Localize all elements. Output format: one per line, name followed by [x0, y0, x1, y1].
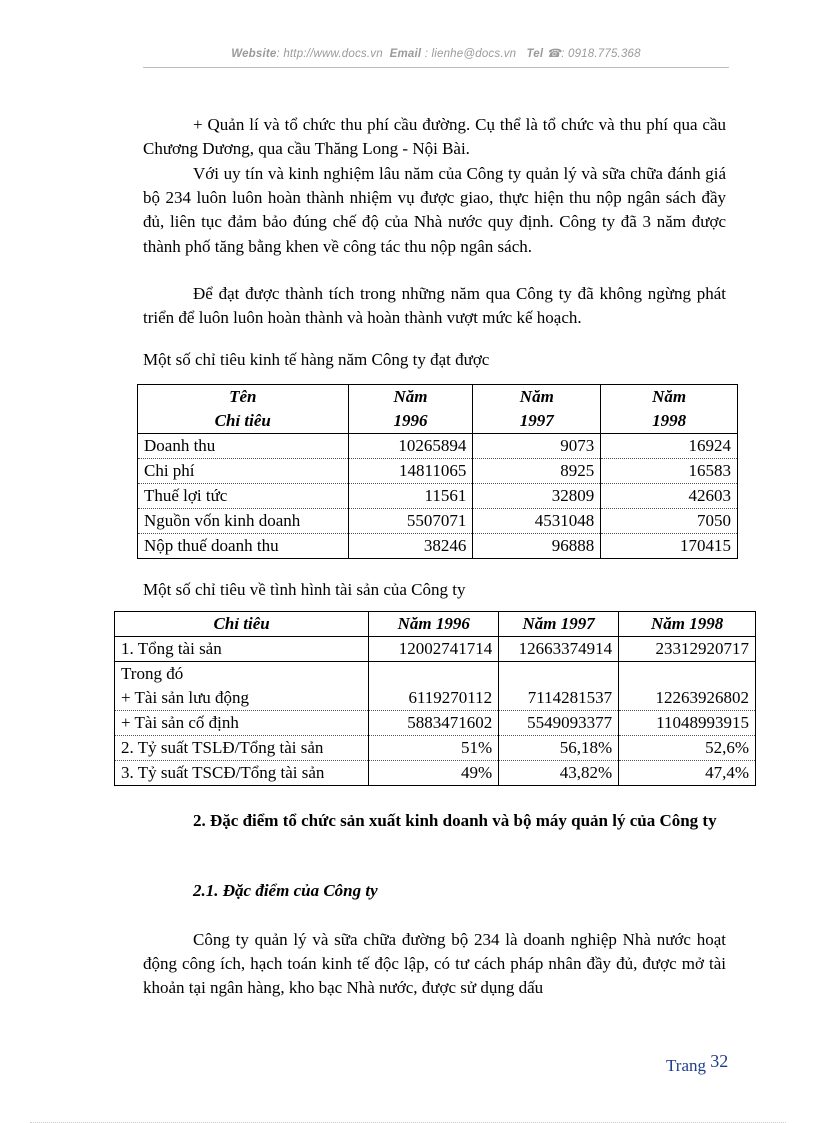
table-row — [138, 459, 738, 484]
assets-table — [114, 611, 756, 786]
table1-header-row — [138, 385, 738, 434]
table-row — [138, 509, 738, 534]
cell-1996: 12002741714 — [369, 637, 499, 662]
row-label: Nguồn vốn kinh doanh — [138, 509, 349, 534]
website-label: Website — [231, 48, 277, 60]
table2-header-cell: Năm 1997 — [499, 612, 619, 637]
cell-1996: 6119270112 — [369, 686, 499, 711]
cell-1996: 5883471602 — [369, 711, 499, 736]
email-label: Email — [389, 48, 422, 60]
table2-header-cell: Năm 1996 — [369, 612, 499, 637]
table-row — [138, 484, 738, 509]
tel-label: Tel — [526, 48, 544, 60]
row-label: Doanh thu — [138, 434, 349, 459]
cell-1997: 32809 — [473, 484, 601, 509]
page-number — [666, 1051, 729, 1076]
row-label: Trong đó — [115, 662, 369, 687]
table1-header-cell: Năm 1996 — [348, 385, 473, 434]
table2-header-row — [115, 612, 756, 637]
cell-1997: 5549093377 — [499, 711, 619, 736]
table-row — [115, 761, 756, 786]
cell-1998 — [619, 662, 756, 687]
table2-header-cell: Năm 1998 — [619, 612, 756, 637]
email-value: : lienhe@docs.vn — [424, 48, 517, 60]
table1-header-cell: Năm 1998 — [601, 385, 738, 434]
cell-1998: 7050 — [601, 509, 738, 534]
cell-1998: 42603 — [601, 484, 738, 509]
phone-icon: ☎ — [546, 48, 562, 60]
section-paragraph: Công ty quản lý và sữa chữa đường bộ 234 là doanh nghiệp Nhà nước hoạt động công ích, hạch toán kinh tế độc lập, có tư cách pháp nhân đầy đủ, được mở tài khoản tại ngân hàng, kho bạc Nhà nước, được sử dụng dấu — [143, 930, 726, 998]
page-number-value: 32 — [710, 1051, 729, 1071]
cell-1996: 49% — [369, 761, 499, 786]
cell-1998: 23312920717 — [619, 637, 756, 662]
cell-1996: 38246 — [348, 534, 473, 559]
cell-1997 — [499, 662, 619, 687]
cell-1997: 96888 — [473, 534, 601, 559]
paragraph-3: Để đạt được thành tích trong những năm qua Công ty đã không ngừng phát triển để luôn luôn hoàn thành và hoàn thành vượt mức kế hoạch. — [143, 284, 726, 328]
table-row — [138, 434, 738, 459]
row-label: Nộp thuế doanh thu — [138, 534, 349, 559]
table-row — [115, 736, 756, 761]
cell-1998: 16583 — [601, 459, 738, 484]
table2-header-cell: Chỉ tiêu — [115, 612, 369, 637]
cell-1997: 56,18% — [499, 736, 619, 761]
cell-1996: 5507071 — [348, 509, 473, 534]
table-row — [115, 686, 756, 711]
cell-1998: 12263926802 — [619, 686, 756, 711]
table1-header-cell: Năm 1997 — [473, 385, 601, 434]
table1-header-cell: Tên Chỉ tiêu — [138, 385, 349, 434]
row-label: 2. Tỷ suất TSLĐ/Tổng tài sản — [115, 736, 369, 761]
row-label: + Tài sản lưu động — [115, 686, 369, 711]
cell-1996: 51% — [369, 736, 499, 761]
row-label: 3. Tỷ suất TSCĐ/Tổng tài sản — [115, 761, 369, 786]
paragraph-1: + Quản lí và tổ chức thu phí cầu đường. Cụ thể là tổ chức và thu phí qua cầu Chương Dương, qua cầu Thăng Long - Nội Bài. — [143, 115, 726, 159]
cell-1997: 4531048 — [473, 509, 601, 534]
page-header — [143, 46, 729, 60]
header-rule — [143, 67, 729, 68]
cell-1998: 16924 — [601, 434, 738, 459]
row-label: 1. Tổng tài sản — [115, 637, 369, 662]
table1-caption: Một số chỉ tiêu kinh tế hàng năm Công ty đạt được — [143, 350, 490, 369]
table-row — [115, 662, 756, 687]
section-heading: 2. Đặc điểm tổ chức sản xuất kinh doanh và bộ máy quản lý của Công ty — [193, 811, 717, 830]
cell-1998: 11048993915 — [619, 711, 756, 736]
page-label: Trang — [666, 1056, 706, 1075]
row-label: Thuế lợi tức — [138, 484, 349, 509]
subsection-heading: 2.1. Đặc điểm của Công ty — [193, 881, 378, 900]
table-row — [115, 711, 756, 736]
paragraph-2: Với uy tín và kinh nghiệm lâu năm của Công ty quản lý và sữa chữa đánh giá bộ 234 luôn luôn hoàn thành nhiệm vụ được giao, thực hiện thu nộp ngân sách đầy đủ, liên tục đảm bảo đúng chế độ của Nhà nước quy định. Công ty đã 3 năm được thành phố tăng bằng khen về công tác thu nộp ngân sách. — [143, 164, 726, 256]
row-label: Chi phí — [138, 459, 349, 484]
cell-1996: 11561 — [348, 484, 473, 509]
cell-1998: 47,4% — [619, 761, 756, 786]
economic-indicators-table — [137, 384, 738, 559]
website-value: : http://www.docs.vn — [276, 48, 383, 60]
tel-value: : 0918.775.368 — [561, 48, 641, 60]
cell-1997: 8925 — [473, 459, 601, 484]
table-row — [115, 637, 756, 662]
cell-1996 — [369, 662, 499, 687]
cell-1996: 14811065 — [348, 459, 473, 484]
row-label: + Tài sản cố định — [115, 711, 369, 736]
cell-1998: 52,6% — [619, 736, 756, 761]
cell-1998: 170415 — [601, 534, 738, 559]
cell-1996: 10265894 — [348, 434, 473, 459]
table2-caption: Một số chỉ tiêu về tình hình tài sản của Công ty — [143, 580, 466, 599]
cell-1997: 43,82% — [499, 761, 619, 786]
cell-1997: 7114281537 — [499, 686, 619, 711]
cell-1997: 12663374914 — [499, 637, 619, 662]
table-row — [138, 534, 738, 559]
cell-1997: 9073 — [473, 434, 601, 459]
